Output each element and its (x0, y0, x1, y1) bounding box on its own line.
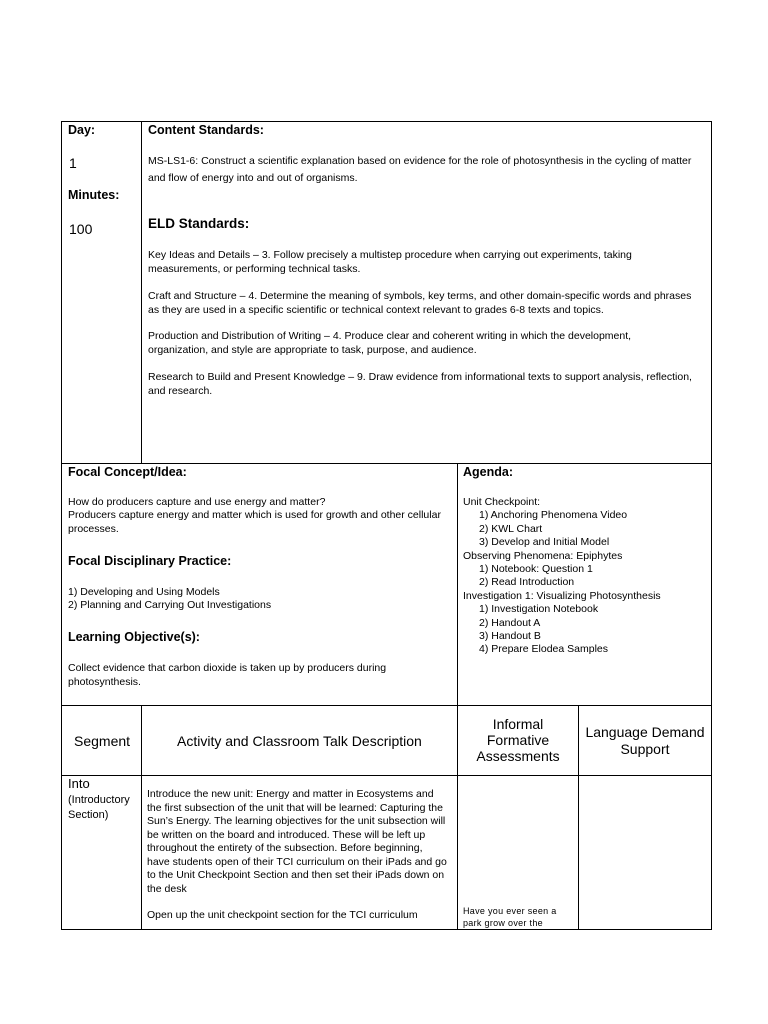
agenda-item: 2) KWL Chart (479, 522, 543, 535)
objective-text: Collect evidence that carbon dioxide is taken up by producers during photosynthesis. (68, 662, 387, 688)
top-column-divider (141, 121, 142, 464)
eld-standard-2: Craft and Structure – 4. Determine the meaning of symbols, key terms, and other domain-specific words and phrases as they are used in a specific scientific or technical context relevant to grades 6-8 texts and topics. (148, 290, 692, 316)
eld-standard-1: Key Ideas and Details – 3. Follow precisely a multistep procedure when carrying out experiments, taking measurements, or performing technical tasks. (148, 249, 632, 275)
agenda-item: 2) Handout A (479, 616, 541, 629)
assessment-into: Have you ever seen a park grow over the (463, 906, 557, 928)
agenda-item: Unit Checkpoint: (463, 496, 541, 508)
header-assessments: Informal Formative Assessments (476, 716, 560, 764)
agenda-item: 3) Develop and Initial Model (479, 536, 610, 549)
table-header-divider (61, 775, 712, 776)
agenda-item: 1) Notebook: Question 1 (479, 563, 593, 576)
header-language-support: Language Demand Support (585, 724, 705, 757)
activity-into-p1: Introduce the new unit: Energy and matter in Ecosystems and the first subsection of the unit that will be learned: Capturing the Sun’s Energy. The learning objectives for the unit subsection will be written on the board and introduced. These will be left up throughout the entirety of the subsection. Before beginning, have students open of their TCI curriculum on their iPads and go to the Unit Checkpoint Section and then set their iPads down on the desk (147, 788, 447, 895)
agenda-item: 4) Prepare Elodea Samples (479, 643, 608, 656)
focal-answer: Producers capture energy and matter which is used for growth and other cellular processes. (68, 509, 441, 535)
eld-standard-4: Research to Build and Present Knowledge – 9. Draw evidence from informational texts to support analysis, reflection, and research. (148, 371, 692, 397)
header-segment: Segment (74, 733, 131, 749)
table-col-divider-1 (141, 705, 142, 930)
agenda-item: 1) Investigation Notebook (479, 603, 599, 616)
practice-item-2: 2) Planning and Carrying Out Investigations (68, 599, 272, 611)
segment-into: Into (68, 776, 90, 791)
practice-heading: Focal Disciplinary Practice: (68, 554, 232, 568)
eld-standard-3: Production and Distribution of Writing – 4. Produce clear and coherent writing in which the development, organization, and style are appropriate to task, purpose, and audience. (148, 330, 632, 356)
day-value: 1 (69, 155, 77, 171)
minutes-label: Minutes: (68, 188, 120, 202)
agenda-list (463, 496, 661, 657)
minutes-value: 100 (69, 221, 93, 237)
eld-standards-heading: ELD Standards: (148, 216, 250, 231)
agenda-item: 2) Read Introduction (479, 576, 575, 589)
agenda-item: 3) Handout B (479, 630, 541, 643)
segment-into-sub: (Introductory Section) (68, 794, 130, 821)
table-col-divider-2 (457, 705, 458, 930)
agenda-item: Observing Phenomena: Epiphytes (463, 549, 623, 562)
table-col-divider-3 (578, 705, 579, 930)
objective-heading: Learning Objective(s): (68, 630, 200, 644)
activity-into-p2: Open up the unit checkpoint section for the TCI curriculum (147, 909, 418, 921)
agenda-item: 1) Anchoring Phenomena Video (479, 509, 628, 522)
agenda-item: Investigation 1: Visualizing Photosynthesis (463, 589, 661, 602)
focal-question: How do producers capture and use energy and matter? (68, 496, 326, 508)
middle-column-divider (457, 463, 458, 706)
practice-item-1: 1) Developing and Using Models (68, 586, 220, 598)
content-standard-text: MS-LS1-6: Construct a scientific explanation based on evidence for the role of photosynthesis in the cycling of matter and flow of energy into and out of organisms. (148, 155, 692, 184)
header-activity: Activity and Classroom Talk Description (177, 733, 422, 749)
day-label: Day: (68, 123, 96, 137)
content-standards-heading: Content Standards: (148, 123, 264, 137)
focal-concept-heading: Focal Concept/Idea: (68, 465, 187, 479)
agenda-heading: Agenda: (463, 465, 513, 479)
